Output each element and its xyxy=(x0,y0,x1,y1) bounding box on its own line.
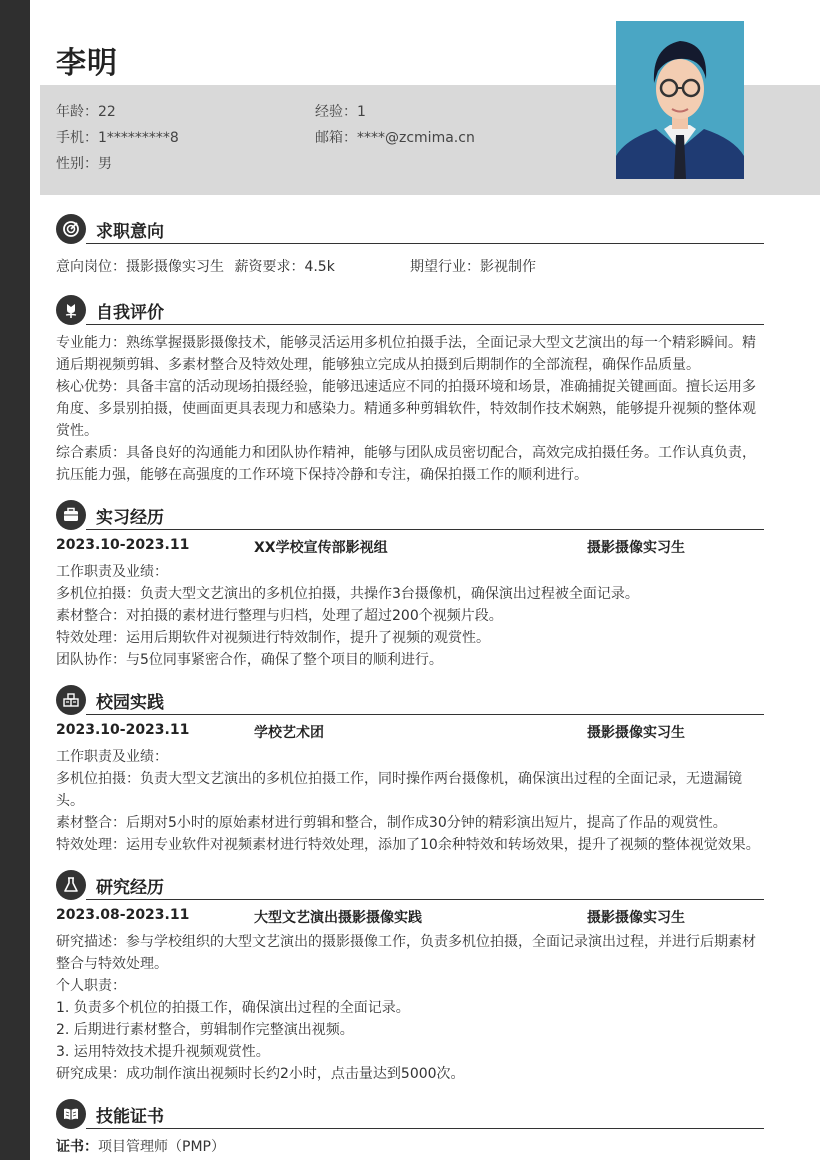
section-internship xyxy=(56,500,764,530)
gender-label: 性别： xyxy=(56,156,98,172)
profile-photo xyxy=(616,21,744,179)
detail-line: 素材整合：对拍摄的素材进行整理与归档，处理了超过200个视频片段。 xyxy=(56,608,503,624)
section-title: 自我评价 xyxy=(96,303,164,323)
section-research xyxy=(56,870,764,900)
gender-value: 男 xyxy=(98,156,112,172)
section-title: 校园实践 xyxy=(96,693,164,713)
job-intent-row xyxy=(56,256,764,278)
gender-field xyxy=(56,153,112,173)
detail-line: 多机位拍摄：负责大型文艺演出的多机位拍摄，共操作3台摄像机，确保演出过程被全面记录。 xyxy=(56,586,639,602)
section-divider xyxy=(86,899,764,900)
age-value: 22 xyxy=(98,104,116,120)
self-evaluation-text xyxy=(56,332,766,486)
entry-date: 2023.08-2023.11 xyxy=(56,907,190,923)
flower-icon xyxy=(56,295,86,325)
desired-industry: 期望行业：影视制作 xyxy=(410,259,536,275)
section-skills-certificates xyxy=(56,1099,764,1129)
campus-details xyxy=(56,746,766,856)
internship-details xyxy=(56,561,766,671)
certificate-value: 项目管理师（PMP） xyxy=(98,1139,225,1155)
detail-line: 1. 负责多个机位的拍摄工作，确保演出过程的全面记录。 xyxy=(56,1000,410,1016)
research-details xyxy=(56,931,766,1085)
detail-line: 研究成果：成功制作演出视频时长约2小时，点击量达到5000次。 xyxy=(56,1066,465,1082)
age-field xyxy=(56,101,116,121)
paragraph-strengths: 核心优势：具备丰富的活动现场拍摄经验，能够迅速适应不同的拍摄环境和场景，准确捕捉关键画面。擅长运用多角度、多景别拍摄，使画面更具表现力和感染力。精通多种剪辑软件，特效制作技术娴熟，能够提升视频的整体观赏性。 xyxy=(56,379,756,439)
detail-line: 素材整合：后期对5小时的原始素材进行剪辑和整合，制作成30分钟的精彩演出短片，提高了作品的观赏性。 xyxy=(56,815,727,831)
section-divider xyxy=(86,1128,764,1129)
entry-role: 摄影摄像实习生 xyxy=(587,540,685,556)
detail-line: 特效处理：运用专业软件对视频素材进行特效处理，添加了10余种特效和转场效果，提升了视频的整体视觉效果。 xyxy=(56,837,760,853)
flask-icon xyxy=(56,870,86,900)
email-label: 邮箱： xyxy=(315,130,357,146)
detail-line: 研究描述：参与学校组织的大型文艺演出的摄影摄像工作，负责多机位拍摄，全面记录演出过程，并进行后期素材整合与特效处理。 xyxy=(56,934,756,972)
section-divider xyxy=(86,529,764,530)
target-icon xyxy=(56,214,86,244)
entry-role: 摄影摄像实习生 xyxy=(587,910,685,926)
book-icon xyxy=(56,1099,86,1129)
school-building-icon xyxy=(56,685,86,715)
email-field xyxy=(315,127,475,147)
entry-date: 2023.10-2023.11 xyxy=(56,722,190,738)
detail-line: 工作职责及业绩： xyxy=(56,564,168,580)
detail-line: 个人职责： xyxy=(56,978,126,994)
left-sidebar-bar xyxy=(0,0,30,1160)
section-title: 技能证书 xyxy=(96,1107,164,1127)
entry-role: 摄影摄像实习生 xyxy=(587,725,685,741)
experience-value: 1 xyxy=(357,104,366,120)
entry-organization: 学校艺术团 xyxy=(254,725,324,741)
desired-salary: 薪资要求：4.5k xyxy=(234,259,335,275)
phone-value: 1*********8 xyxy=(98,130,179,146)
experience-field xyxy=(315,101,366,121)
detail-line: 特效处理：运用后期软件对视频进行特效制作，提升了视频的观赏性。 xyxy=(56,630,490,646)
research-entry-header xyxy=(56,907,764,929)
section-title: 研究经历 xyxy=(96,878,164,898)
detail-line: 多机位拍摄：负责大型文艺演出的多机位拍摄工作，同时操作两台摄像机，确保演出过程的全面记录，无遗漏镜头。 xyxy=(56,771,742,809)
experience-label: 经验： xyxy=(315,104,357,120)
section-campus-practice xyxy=(56,685,764,715)
briefcase-icon xyxy=(56,500,86,530)
phone-field xyxy=(56,127,179,147)
entry-date: 2023.10-2023.11 xyxy=(56,537,190,553)
campus-entry-header xyxy=(56,722,764,744)
section-divider xyxy=(86,324,764,325)
email-value: ****@zcmima.cn xyxy=(357,130,475,146)
detail-line: 2. 后期进行素材整合，剪辑制作完整演出视频。 xyxy=(56,1022,354,1038)
section-title: 求职意向 xyxy=(96,222,164,242)
section-divider xyxy=(86,714,764,715)
paragraph-qualities: 综合素质：具备良好的沟通能力和团队协作精神，能够与团队成员密切配合，高效完成拍摄任务。工作认真负责，抗压能力强，能够在高强度的工作环境下保持冷静和专注，确保拍摄工作的顺利进行。 xyxy=(56,445,756,483)
candidate-name: 李明 xyxy=(56,46,118,81)
section-divider xyxy=(86,243,764,244)
detail-line: 3. 运用特效技术提升视频观赏性。 xyxy=(56,1044,270,1060)
age-label: 年龄： xyxy=(56,104,98,120)
section-job-intent xyxy=(56,214,764,244)
internship-entry-header xyxy=(56,537,764,559)
desired-position: 意向岗位：摄影摄像实习生 xyxy=(56,259,224,275)
detail-line: 工作职责及业绩： xyxy=(56,749,168,765)
section-self-evaluation xyxy=(56,295,764,325)
section-title: 实习经历 xyxy=(96,508,164,528)
entry-project: 大型文艺演出摄影摄像实践 xyxy=(254,910,422,926)
entry-organization: XX学校宣传部影视组 xyxy=(254,540,388,556)
detail-line: 团队协作：与5位同事紧密合作，确保了整个项目的顺利进行。 xyxy=(56,652,443,668)
phone-label: 手机： xyxy=(56,130,98,146)
certificate-row xyxy=(56,1136,764,1158)
paragraph-professional: 专业能力：熟练掌握摄影摄像技术，能够灵活运用多机位拍摄手法，全面记录大型文艺演出的每一个精彩瞬间。精通后期视频剪辑、多素材整合及特效处理，能够独立完成从拍摄到后期制作的全部流程，确保作品质量。 xyxy=(56,335,756,373)
certificate-label: 证书： xyxy=(56,1139,98,1155)
